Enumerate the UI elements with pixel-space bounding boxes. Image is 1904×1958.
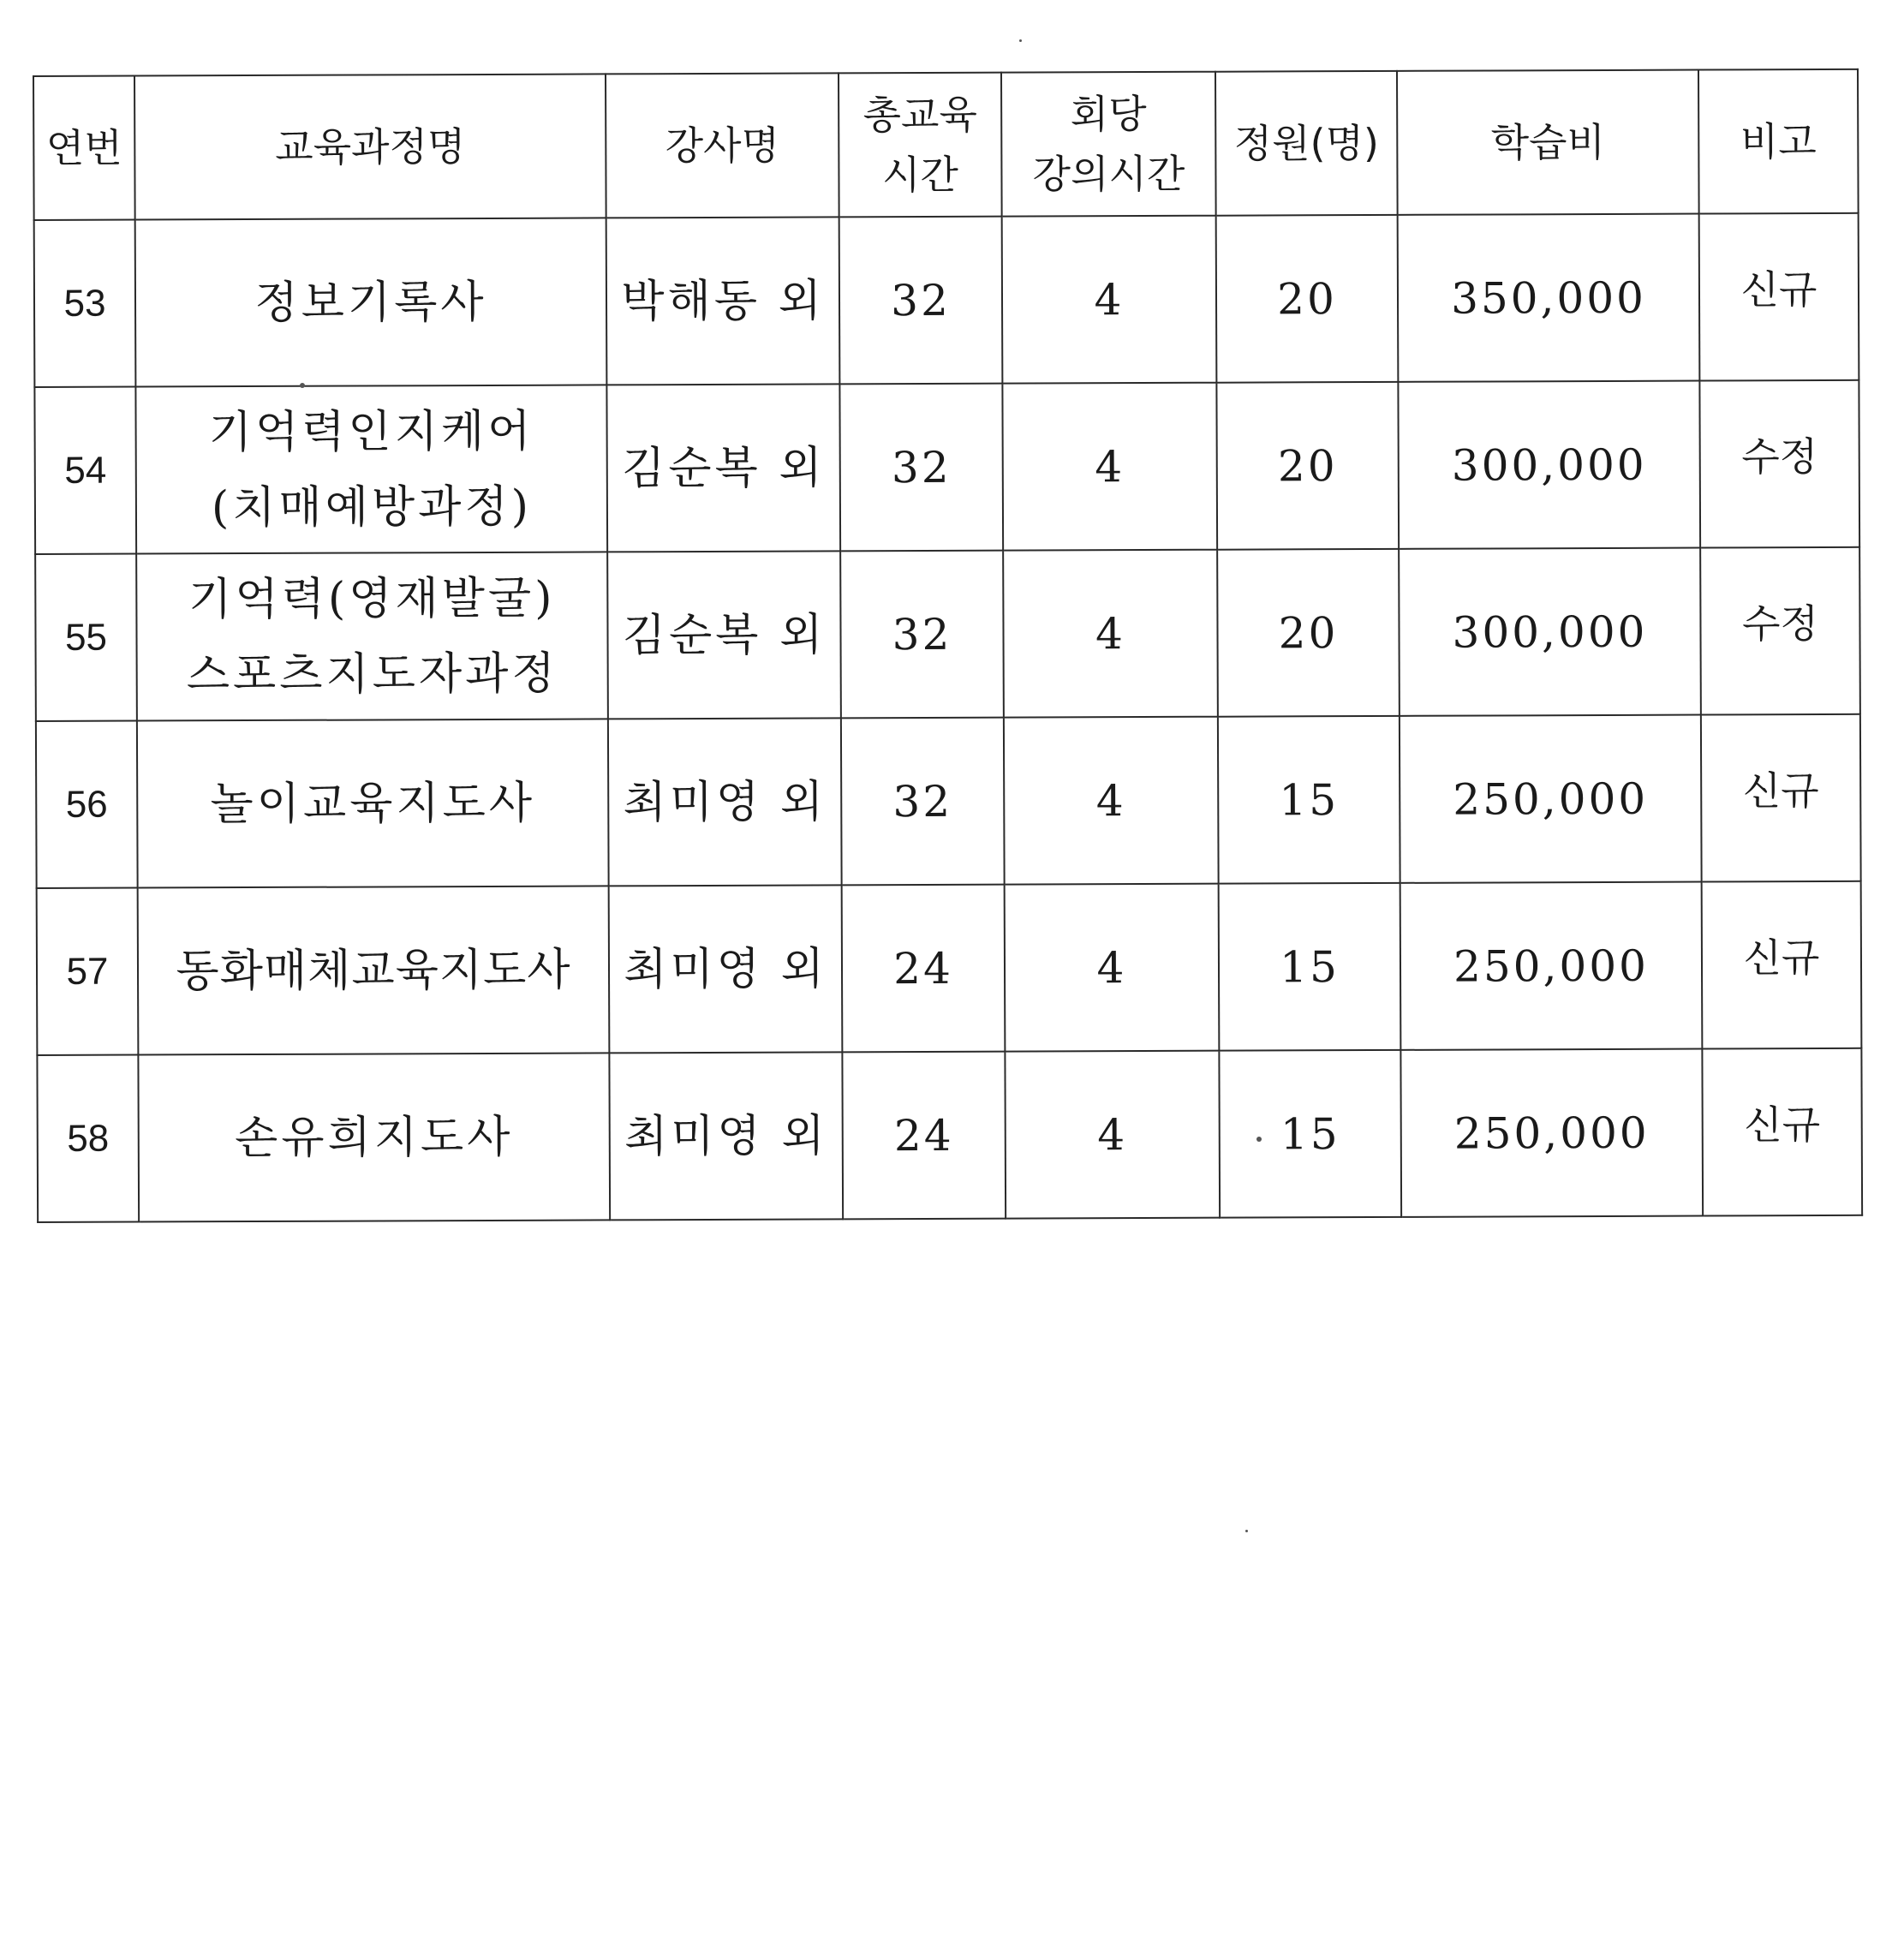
header-instructor: 강사명 <box>606 73 839 218</box>
header-fee: 학습비 <box>1397 70 1699 215</box>
row-note: 수정 <box>1741 433 1818 480</box>
row-no: 57 <box>37 888 139 1055</box>
row-total-hours: 24 <box>842 885 1006 1053</box>
row-instructor: 김순복 외 <box>607 551 841 719</box>
row-course-line1: 손유희지도사 <box>234 1111 514 1164</box>
row-note-cell <box>1699 380 1859 548</box>
row-no: 55 <box>35 554 137 721</box>
row-instructor: 최미영 외 <box>609 1052 843 1220</box>
row-course-line1: 정보기록사 <box>254 276 487 329</box>
row-no: 53 <box>34 220 136 387</box>
table-row <box>36 714 1861 888</box>
header-session-hours-line1: 회당 <box>1070 91 1147 138</box>
row-session-hours: 4 <box>1003 550 1218 718</box>
row-total-hours: 32 <box>840 551 1004 719</box>
row-no: 54 <box>34 387 136 554</box>
row-fee: 250,000 <box>1400 882 1703 1050</box>
row-instructor: 최미영 외 <box>609 885 843 1053</box>
header-session-hours <box>1001 72 1216 217</box>
row-total-hours: 24 <box>842 1052 1006 1220</box>
row-course <box>137 719 609 887</box>
row-note-cell <box>1701 714 1861 882</box>
row-course-line2: (치매예방과정) <box>211 481 533 534</box>
row-course-line2: 스포츠지도자과정 <box>186 648 558 701</box>
row-session-hours: 4 <box>1002 383 1217 551</box>
row-instructor: 최미영 외 <box>608 718 842 886</box>
scan-speck <box>1019 39 1022 42</box>
scan-speck <box>300 383 305 388</box>
table-wrapper <box>33 69 1861 1223</box>
row-capacity: 15 <box>1219 883 1401 1051</box>
row-fee: 250,000 <box>1400 1049 1703 1217</box>
row-note-cell <box>1699 213 1859 381</box>
course-table <box>33 69 1863 1223</box>
row-total-hours: 32 <box>839 217 1003 385</box>
header-session-hours-line2: 강의시간 <box>1032 150 1185 198</box>
row-total-hours: 32 <box>841 718 1005 886</box>
scan-speck <box>1256 1137 1262 1142</box>
header-total-hours-line1: 총교육 <box>862 91 977 139</box>
header-row <box>33 69 1859 220</box>
row-no: 56 <box>36 721 138 888</box>
row-note-cell <box>1700 547 1860 715</box>
row-capacity: 20 <box>1216 382 1399 550</box>
row-instructor: 김순복 외 <box>606 384 840 552</box>
row-fee: 350,000 <box>1398 214 1700 382</box>
header-total-hours-line2: 시간 <box>881 151 958 199</box>
row-course <box>138 1053 610 1221</box>
table-row <box>34 380 1859 554</box>
row-instructor: 박해동 외 <box>606 217 840 385</box>
row-note: 수정 <box>1741 600 1819 647</box>
row-fee: 300,000 <box>1398 381 1700 549</box>
row-fee: 250,000 <box>1400 715 1702 883</box>
row-note: 신규 <box>1744 1101 1821 1148</box>
row-no: 58 <box>37 1055 139 1222</box>
row-course-line1: 기억력인지케어 <box>208 405 534 458</box>
table-row <box>37 881 1862 1055</box>
row-session-hours: 4 <box>1005 884 1220 1052</box>
row-note: 신규 <box>1743 934 1820 981</box>
row-note: 신규 <box>1742 767 1819 814</box>
row-session-hours: 4 <box>1002 216 1217 384</box>
row-course <box>138 886 610 1054</box>
header-no: 연번 <box>33 76 135 220</box>
header-total-hours <box>839 73 1002 218</box>
row-course-line1: 기억력(영재발굴) <box>188 572 556 625</box>
row-capacity: 20 <box>1217 549 1400 717</box>
row-course <box>135 385 607 553</box>
row-note-cell <box>1702 1048 1862 1216</box>
header-capacity: 정원(명) <box>1215 71 1398 216</box>
row-capacity: 20 <box>1216 215 1399 383</box>
row-course-line1: 놀이교육지도사 <box>210 777 536 830</box>
row-capacity: 15 <box>1219 1050 1401 1218</box>
row-note: 신규 <box>1740 266 1817 313</box>
row-session-hours: 4 <box>1005 1051 1220 1219</box>
table-row <box>34 213 1859 387</box>
row-note-cell <box>1702 881 1862 1049</box>
row-fee: 300,000 <box>1399 548 1701 716</box>
row-course-line1: 동화매체교육지도사 <box>176 944 571 997</box>
row-total-hours: 32 <box>839 384 1003 552</box>
header-course: 교육과정명 <box>134 74 606 219</box>
scan-speck <box>1245 1530 1248 1532</box>
row-session-hours: 4 <box>1004 717 1219 885</box>
row-course <box>135 218 607 386</box>
table-row <box>37 1048 1862 1222</box>
row-capacity: 15 <box>1218 716 1400 884</box>
row-course <box>136 552 608 720</box>
table-row <box>35 547 1860 721</box>
header-note: 비고 <box>1698 69 1859 214</box>
